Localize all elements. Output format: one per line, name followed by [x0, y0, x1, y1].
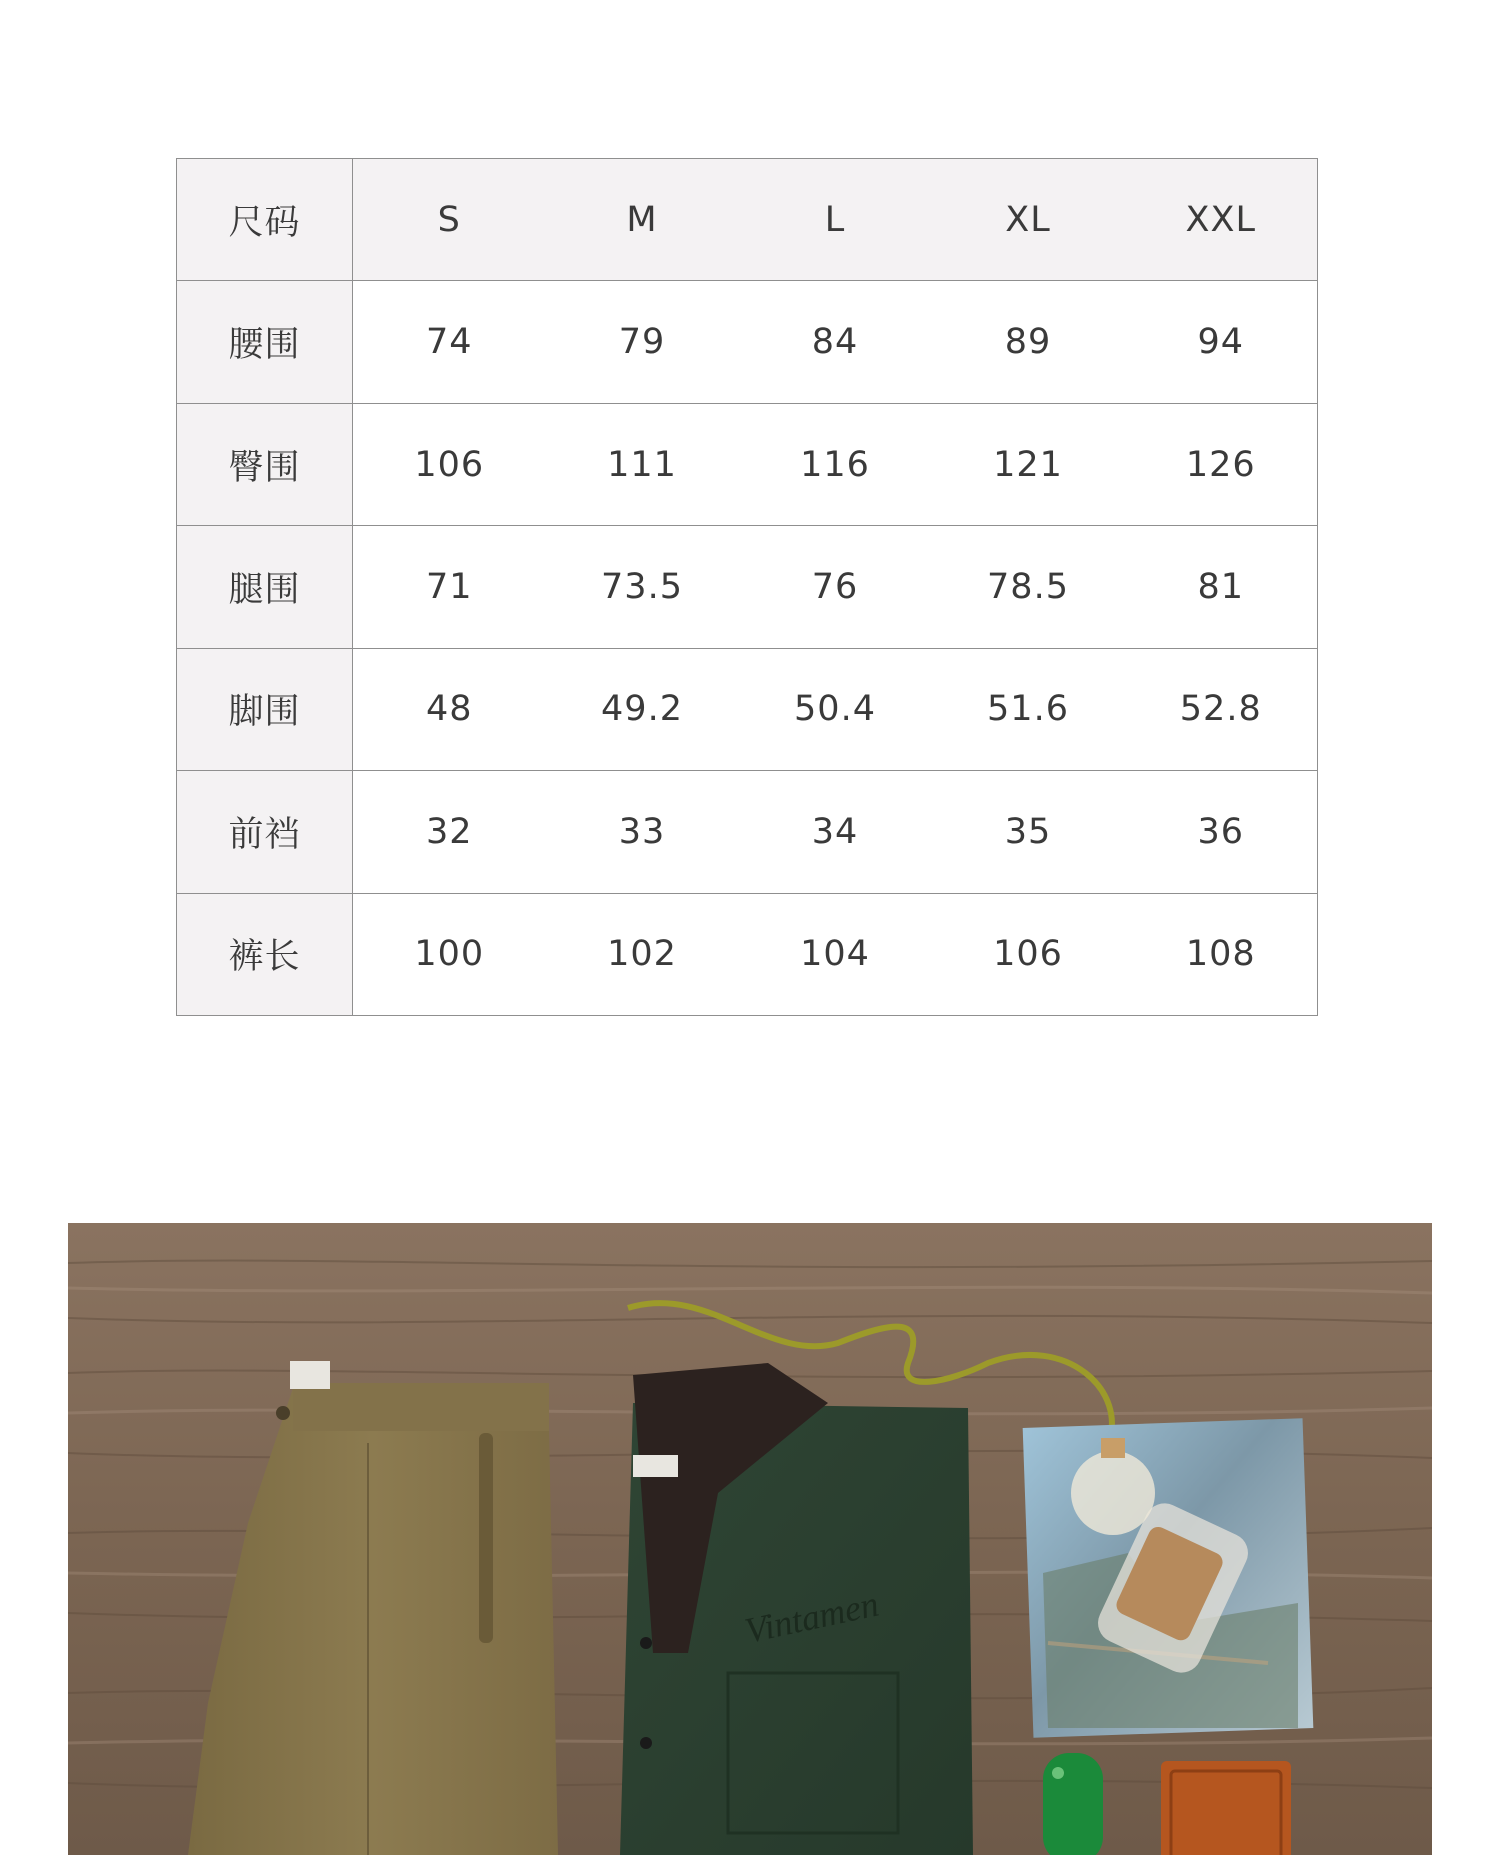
- size-header-label: 尺码: [177, 159, 353, 281]
- table-cell: 76: [739, 526, 932, 648]
- size-header-xl: XL: [932, 159, 1125, 281]
- size-header-s: S: [353, 159, 546, 281]
- table-cell: 73.5: [546, 526, 739, 648]
- table-cell: 81: [1125, 526, 1318, 648]
- table-cell: 34: [739, 771, 932, 893]
- size-header-l: L: [739, 159, 932, 281]
- table-cell: 52.8: [1125, 648, 1318, 770]
- table-row-hem: [177, 648, 1318, 770]
- row-label-hip: 臀围: [177, 403, 353, 525]
- table-cell: 126: [1125, 403, 1318, 525]
- table-cell: 36: [1125, 771, 1318, 893]
- table-cell: 94: [1125, 281, 1318, 403]
- table-cell: 108: [1125, 893, 1318, 1015]
- size-header-xxl: XXL: [1125, 159, 1318, 281]
- table-row-length: [177, 893, 1318, 1015]
- table-cell: 106: [353, 403, 546, 525]
- shirt-embroidery: Vintamen: [741, 1583, 883, 1651]
- leather-wallet: [1161, 1761, 1291, 1855]
- table-row-front-rise: [177, 771, 1318, 893]
- table-cell: 78.5: [932, 526, 1125, 648]
- row-label-hem: 脚围: [177, 648, 353, 770]
- table-row-waist: [177, 281, 1318, 403]
- table-cell: 71: [353, 526, 546, 648]
- table-cell: 100: [353, 893, 546, 1015]
- table-cell: 102: [546, 893, 739, 1015]
- table-cell: 50.4: [739, 648, 932, 770]
- table-row-hip: [177, 403, 1318, 525]
- table-cell: 32: [353, 771, 546, 893]
- green-shirt: [620, 1363, 973, 1855]
- table-cell: 116: [739, 403, 932, 525]
- row-label-thigh: 腿围: [177, 526, 353, 648]
- size-header-m: M: [546, 159, 739, 281]
- size-chart-table: [176, 158, 1318, 1016]
- table-cell: 106: [932, 893, 1125, 1015]
- table-cell: 33: [546, 771, 739, 893]
- row-label-length: 裤长: [177, 893, 353, 1015]
- table-cell: 35: [932, 771, 1125, 893]
- table-cell: 79: [546, 281, 739, 403]
- table-cell: 48: [353, 648, 546, 770]
- table-cell: 84: [739, 281, 932, 403]
- product-flatlay-photo: [68, 1223, 1432, 1855]
- table-cell: 111: [546, 403, 739, 525]
- table-cell: 121: [932, 403, 1125, 525]
- table-row-thigh: [177, 526, 1318, 648]
- size-header-row: [177, 159, 1318, 281]
- table-cell: 74: [353, 281, 546, 403]
- table-cell: 89: [932, 281, 1125, 403]
- row-label-front-rise: 前裆: [177, 771, 353, 893]
- row-label-waist: 腰围: [177, 281, 353, 403]
- green-bottle: [1043, 1753, 1103, 1855]
- table-cell: 49.2: [546, 648, 739, 770]
- table-cell: 104: [739, 893, 932, 1015]
- table-cell: 51.6: [932, 648, 1125, 770]
